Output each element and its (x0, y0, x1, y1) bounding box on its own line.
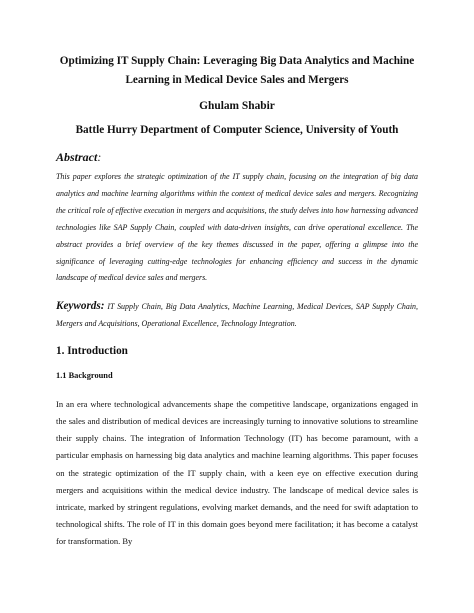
abstract-heading-colon: : (97, 150, 102, 164)
subsection-heading-background: 1.1 Background (56, 371, 113, 381)
keywords-text: IT Supply Chain, Big Data Analytics, Machine Learning, Medical Devices, SAP Supply Chain, Mergers and Acquisitions, Operational Excellence, Technology Integration. (56, 302, 419, 329)
author-name: Ghulam Shabir (199, 100, 275, 112)
abstract-text: This paper explores the strategic optimization of the IT supply chain, focusing on the integration of big data analytics and machine learning algorithms within the context of medical device sales and mergers. Recognizing the critical role of effective execution in mergers and acquisitions, the study delves into how harnessing advanced technologies like SAP Supply Chain, coupled with data-driven insights, can drive operational excellence. The abstract provides a brief overview of the key themes discussed in the paper, offering a glimpse into the significance of leveraging cutting-edge technologies for enhancing efficiency and success in the dynamic landscape of medical device sales and mergers. (56, 172, 418, 283)
keywords (56, 298, 418, 333)
paper-page (56, 52, 418, 550)
abstract-heading-label: Abstract (56, 150, 98, 164)
background-paragraph: In an era where technological advancements shape the competitive landscape, organizations engaged in the sales and distribution of medical devices are increasingly turning to innovative solutions to streamline their supply chains. The integration of Information Technology (IT) has become paramount, with a particular emphasis on harnessing big data analytics and machine learning algorithms. This paper focuses on the strategic optimization of the IT supply chain, with a keen eye on effective execution during mergers and acquisitions within the medical device industry. The landscape of medical device sales is intricate, marked by stringent regulations, evolving market demands, and the need for swift adaptation to technological shifts. The role of IT in this domain goes beyond mere facilitation; it has become a catalyst for transformation. By (56, 399, 418, 546)
section-heading-introduction: 1. Introduction (56, 345, 128, 358)
author-affiliation: Battle Hurry Department of Computer Science, University of Youth (75, 124, 399, 136)
keywords-label: Keywords: (56, 300, 105, 313)
paper-title: Optimizing IT Supply Chain: Leveraging Big Data Analytics and Machine Learning in Medical Device Sales and Mergers (59, 55, 415, 86)
abstract-heading (56, 149, 418, 165)
